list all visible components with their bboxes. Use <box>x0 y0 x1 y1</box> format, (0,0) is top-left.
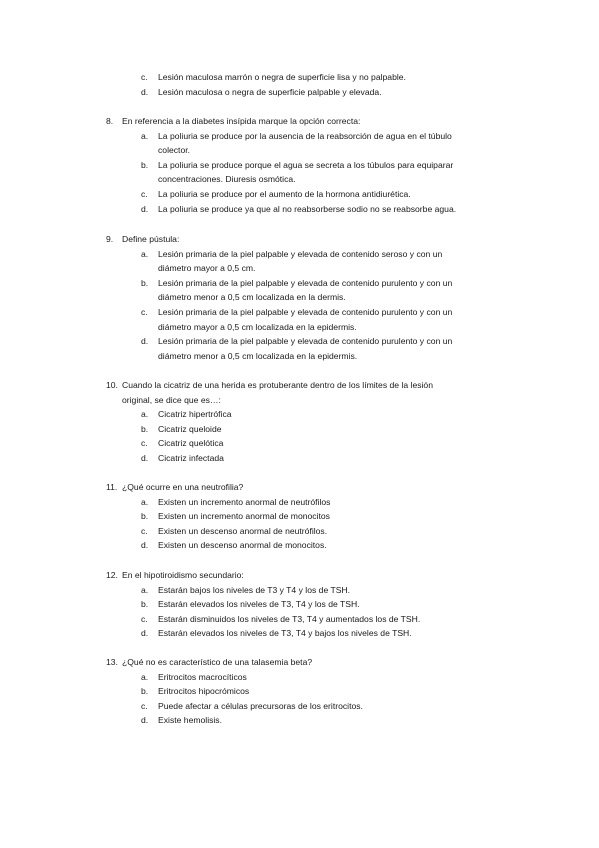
option-letter: a. <box>141 409 149 420</box>
option-letter: b. <box>141 159 149 170</box>
option-text: concentraciones. Diuresis osmótica. <box>158 174 296 185</box>
option-item <box>0 422 599 437</box>
option-text: Estarán disminuidos los niveles de T3, T4 y aumentados los de TSH. <box>158 613 421 624</box>
option-letter: c. <box>141 438 148 449</box>
question-stem-line <box>0 480 599 495</box>
option-item <box>0 129 599 144</box>
option-text: colector. <box>158 145 191 156</box>
question-number: 13. <box>106 657 118 667</box>
question-stem-continuation <box>0 393 599 408</box>
option-item <box>0 538 599 553</box>
question-13 <box>0 655 599 728</box>
option-text: La poliuria se produce por el aumento de la hormona antidiurética. <box>158 188 411 199</box>
option-letter: d. <box>141 336 149 347</box>
question-text: ¿Qué ocurre en una neutrofilia? <box>122 482 244 492</box>
option-text: Lesión primaria de la piel palpable y elevada de contenido purulento y con un <box>158 336 453 347</box>
option-letter: c. <box>141 700 148 711</box>
option-letter: a. <box>141 671 149 682</box>
option-text: Estarán elevados los niveles de T3, T4 y los de TSH. <box>158 599 360 610</box>
option-text: Cicatriz queloide <box>158 423 222 434</box>
question-stem-line <box>0 232 599 247</box>
option-text: Existen un descenso anormal de neutrófilos. <box>158 525 328 536</box>
previous-question-options <box>0 70 599 99</box>
option-letter: b. <box>141 511 149 522</box>
question-text: En el hipotiroidismo secundario: <box>122 570 244 580</box>
option-text: Lesión primaria de la piel palpable y elevada de contenido seroso y con un <box>158 248 443 259</box>
question-number: 9. <box>106 234 114 244</box>
option-letter: a. <box>141 130 149 141</box>
option-letter: d. <box>141 452 149 463</box>
option-letter: c. <box>141 188 148 199</box>
option-item <box>0 524 599 539</box>
option-item <box>0 305 599 320</box>
option-letter: a. <box>141 584 149 595</box>
option-text: diámetro mayor a 0,5 cm localizada en la epidermis. <box>158 321 357 332</box>
option-letter: b. <box>141 277 149 288</box>
option-text: Cicatriz quelótica <box>158 438 224 449</box>
option-text: Estarán elevados los niveles de T3, T4 y bajos los niveles de TSH. <box>158 628 412 639</box>
option-item <box>0 684 599 699</box>
option-continuation <box>0 320 599 335</box>
option-text: Cicatriz hipertrófica <box>158 409 232 420</box>
option-item <box>0 451 599 466</box>
option-letter: d. <box>141 86 149 97</box>
option-letter: d. <box>141 540 149 551</box>
option-text: diámetro mayor a 0,5 cm. <box>158 263 256 274</box>
option-continuation <box>0 172 599 187</box>
question-12 <box>0 568 599 641</box>
question-text: ¿Qué no es característico de una talasemia beta? <box>122 657 313 667</box>
question-9 <box>0 232 599 363</box>
option-item <box>0 509 599 524</box>
option-text: Existen un incremento anormal de neutrófilos <box>158 496 331 507</box>
option-continuation <box>0 261 599 276</box>
option-letter: a. <box>141 248 149 259</box>
option-item <box>0 85 599 100</box>
option-continuation <box>0 143 599 158</box>
option-text: Eritrocitos macrocíticos <box>158 671 247 682</box>
option-item <box>0 407 599 422</box>
option-item <box>0 247 599 262</box>
question-number: 10. <box>106 380 118 390</box>
option-continuation <box>0 349 599 364</box>
option-item <box>0 202 599 217</box>
question-8 <box>0 114 599 216</box>
option-letter: c. <box>141 613 148 624</box>
option-item <box>0 495 599 510</box>
option-text: diámetro menor a 0,5 cm localizada en la epidermis. <box>158 350 358 361</box>
option-letter: c. <box>141 306 148 317</box>
option-letter: a. <box>141 496 149 507</box>
option-text: diámetro menor a 0,5 cm localizada en la dermis. <box>158 292 346 303</box>
option-letter: d. <box>141 715 149 726</box>
option-letter: b. <box>141 686 149 697</box>
option-letter: d. <box>141 203 149 214</box>
question-stem-line <box>0 568 599 583</box>
option-letter: c. <box>141 72 148 82</box>
question-number: 11. <box>106 482 118 492</box>
question-stem-line <box>0 114 599 129</box>
question-number: 12. <box>106 570 118 580</box>
option-text: La poliuria se produce porque el agua se secreta a los túbulos para equiparar <box>158 159 454 170</box>
question-text: En referencia a la diabetes insípida marque la opción correcta: <box>122 116 361 126</box>
option-letter: c. <box>141 525 148 536</box>
option-text: Existe hemolisis. <box>158 715 222 726</box>
question-10 <box>0 378 599 466</box>
option-letter: b. <box>141 423 149 434</box>
question-11 <box>0 480 599 553</box>
option-letter: b. <box>141 599 149 610</box>
question-text: Define pústula: <box>122 234 180 244</box>
option-text: Lesión maculosa o negra de superficie palpable y elevada. <box>158 86 382 97</box>
option-text: Estarán bajos los niveles de T3 y T4 y los de TSH. <box>158 584 351 595</box>
option-item <box>0 187 599 202</box>
option-text: Puede afectar a células precursoras de los eritrocitos. <box>158 700 363 711</box>
option-text: Lesión maculosa marrón o negra de superficie lisa y no palpable. <box>158 72 406 82</box>
question-stem-line <box>0 655 599 670</box>
option-item <box>0 612 599 627</box>
option-text: Existen un descenso anormal de monocitos. <box>158 540 327 551</box>
option-item <box>0 276 599 291</box>
option-text: Lesión primaria de la piel palpable y elevada de contenido purulento y con un <box>158 277 453 288</box>
question-number: 8. <box>106 116 114 126</box>
question-stem-line <box>0 378 599 393</box>
option-text: Existen un incremento anormal de monocitos <box>158 511 330 522</box>
option-text: Cicatriz infectada <box>158 452 224 463</box>
option-item <box>0 70 599 85</box>
option-item <box>0 436 599 451</box>
option-text: Lesión primaria de la piel palpable y elevada de contenido purulento y con un <box>158 306 453 317</box>
option-text: La poliuria se produce por la ausencia de la reabsorción de agua en el túbulo <box>158 130 452 141</box>
question-text: original, se dice que es…: <box>122 394 221 405</box>
option-item <box>0 158 599 173</box>
option-item <box>0 699 599 714</box>
option-item <box>0 334 599 349</box>
option-continuation <box>0 290 599 305</box>
option-item <box>0 713 599 728</box>
option-item <box>0 670 599 685</box>
option-letter: d. <box>141 628 149 639</box>
option-item <box>0 626 599 641</box>
option-text: Eritrocitos hipocrómicos <box>158 686 250 697</box>
option-item <box>0 583 599 598</box>
option-item <box>0 597 599 612</box>
question-text: Cuando la cicatriz de una herida es protuberante dentro de los límites de la lesión <box>122 380 433 390</box>
option-text: La poliuria se produce ya que al no reabsorberse sodio no se reabsorbe agua. <box>158 203 457 214</box>
